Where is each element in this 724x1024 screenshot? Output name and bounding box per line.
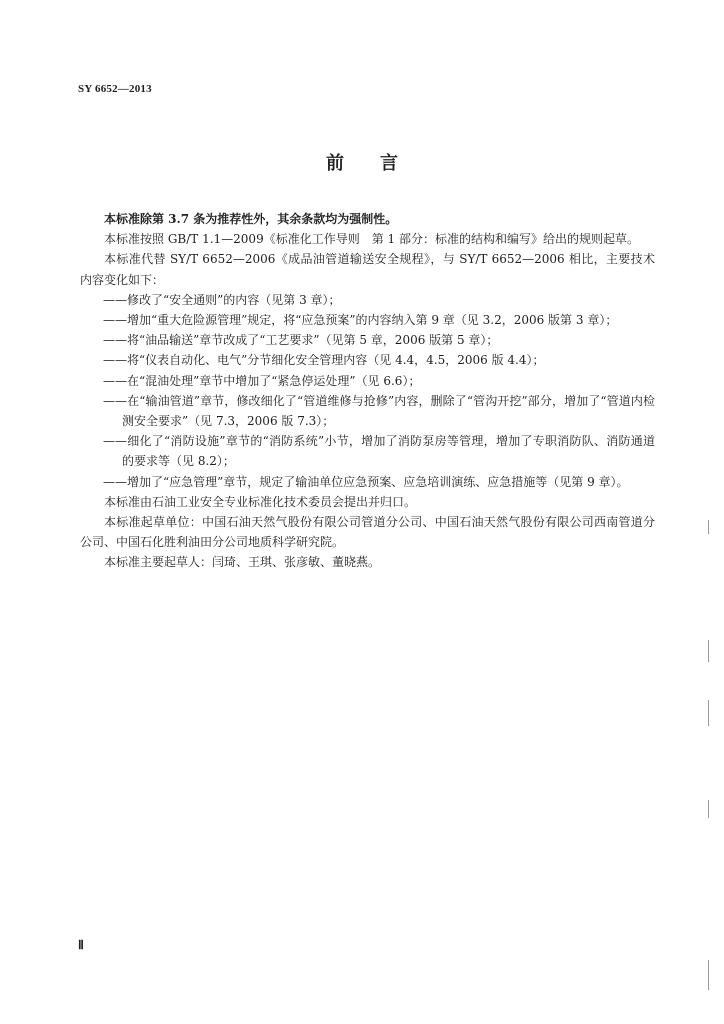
change-item: ——将“油品输送”章节改成了“工艺要求”（见第 5 章，2006 版第 5 章）；: [103, 333, 499, 348]
drafters-paragraph: 本标准主要起草人：闫琦、王琪、张彦敏、董晓燕。: [104, 555, 381, 570]
page-title: 前 言: [326, 153, 398, 174]
drafting-rules-paragraph: 本标准按照 GB/T 1.1—2009《标准化工作导则 第 1 部分：标准的结构和编写》给出的规则起草。: [104, 232, 639, 247]
scan-edge-mark: [708, 800, 709, 818]
standard-code-header: SY 6652—2013: [78, 83, 152, 95]
replacement-paragraph: 本标准代替 SY/T 6652—2006《成品油管道输送安全规程》，与 SY/T 6652—2006 相比，主要技术内容变化如下：: [80, 252, 655, 287]
change-item: ——修改了“安全通则”的内容（见第 3 章）；: [103, 292, 341, 307]
change-item: ——增加了“应急管理”章节，规定了输油单位应急预案、应急培训演练、应急措施等（见第 9 章）。: [103, 474, 629, 489]
change-item: ——细化了“消防设施”章节的“消防系统”小节，增加了消防泵房等管理，增加了专职消防队、消防通道的要求等（见 8.2）；: [103, 434, 655, 469]
mandatory-clause-paragraph: 本标准除第 3.7 条为推荐性外，其余条款均为强制性。: [104, 212, 398, 226]
change-item: ——将“仪表自动化、电气”分节细化安全管理内容（见 4.4，4.5，2006 版 4.4）；: [103, 353, 545, 368]
foreword-body: [80, 209, 655, 573]
change-item: ——在“混油处理”章节中增加了“紧急停运处理”（见 6.6）；: [103, 373, 421, 388]
change-item: ——增加“重大危险源管理”规定，将“应急预案”的内容纳入第 9 章（见 3.2，2006 版第 3 章）；: [103, 313, 618, 328]
scan-edge-mark: [708, 960, 709, 990]
scan-edge-mark: [708, 640, 709, 662]
changes-list: [80, 290, 655, 492]
drafting-units-paragraph: 本标准起草单位：中国石油天然气股份有限公司管道分公司、中国石油天然气股份有限公司西南管道分公司、中国石化胜利油田分公司地质科学研究院。: [80, 515, 655, 550]
scan-edge-mark: [708, 700, 709, 726]
change-item: ——在“输油管道”章节，修改细化了“管道维修与抢修”内容，删除了“管沟开挖”部分，增加了“管道内检测安全要求”（见 7.3，2006 版 7.3）；: [103, 393, 655, 429]
proposing-committee-paragraph: 本标准由石油工业安全专业标准化技术委员会提出并归口。: [104, 494, 417, 509]
scan-edge-mark: [708, 520, 709, 534]
page-number: Ⅱ: [78, 938, 84, 952]
